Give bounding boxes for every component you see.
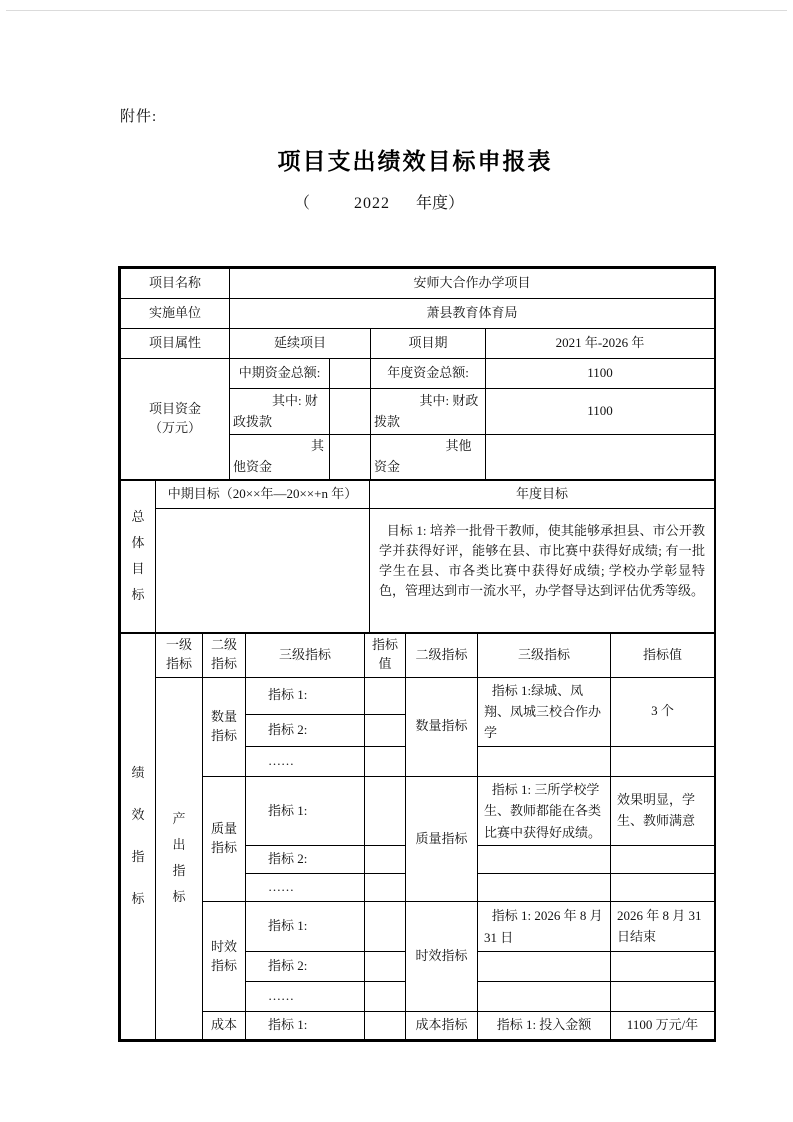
- quantity-right-value: 3 个: [611, 677, 715, 746]
- mid-goal-content: [156, 508, 370, 632]
- page-title: 项目支出绩效目标申报表: [277, 148, 553, 174]
- quality-right-value: 效果明显，学生、教师满意: [611, 776, 715, 845]
- quantity-left-value2: [365, 714, 406, 746]
- time-right-value-empty2: [611, 982, 715, 1012]
- quality-right-content: 指标 1: 三所学校学生、教师都能在各类比赛中获得好成绩。: [478, 776, 611, 845]
- annual-other-value: [486, 435, 715, 480]
- time-right-content-empty1: [478, 952, 611, 982]
- quality-left-value3: [365, 874, 406, 902]
- declaration-table: [118, 266, 716, 1042]
- time-left-row2: 指标 2:: [246, 952, 365, 982]
- header-level3-right: 三级指标: [478, 633, 611, 677]
- mid-total-label: 中期资金总额:: [230, 359, 330, 389]
- annual-goal-header: 年度目标: [370, 480, 715, 508]
- quantity-left-value3: [365, 746, 406, 776]
- quantity-right-content-empty: [478, 746, 611, 776]
- time-left-value3: [365, 982, 406, 1012]
- time-left-row3: ……: [246, 982, 365, 1012]
- year-line: [118, 190, 712, 213]
- quality-right-content-empty2: [478, 874, 611, 902]
- cost-right-content: 指标 1: 投入金额: [478, 1012, 611, 1040]
- cost-left-value1: [365, 1012, 406, 1040]
- attribute-value: 延续项目: [230, 329, 371, 359]
- time-left-value1: [365, 902, 406, 952]
- quality-right-value-empty1: [611, 846, 715, 874]
- annual-total-value: 1100: [486, 359, 715, 389]
- mid-other-label: 其他资金: [230, 435, 330, 480]
- quality-left-label: 质量指标: [203, 776, 246, 901]
- annual-other-label: 其他资金: [371, 435, 486, 480]
- cost-right-value: 1100 万元/年: [611, 1012, 715, 1040]
- quality-right-value-empty2: [611, 874, 715, 902]
- attribute-label: 项目属性: [121, 329, 230, 359]
- quantity-right-value-empty: [611, 746, 715, 776]
- project-name-value: 安师大合作办学项目: [230, 269, 715, 299]
- unit-value: 萧县教育体育局: [230, 299, 715, 329]
- time-right-value-empty1: [611, 952, 715, 982]
- header-value-right: 指标值: [611, 633, 715, 677]
- quantity-left-row3: ……: [246, 746, 365, 776]
- header-value-left: 指标值: [365, 633, 406, 677]
- header-level2-right: 二级指标: [406, 633, 478, 677]
- quality-right-label: 质量指标: [406, 776, 478, 901]
- cost-left-row1: 指标 1:: [246, 1012, 365, 1040]
- time-left-label: 时效指标: [203, 902, 246, 1012]
- mid-fiscal-label: 其中: 财政拨款: [230, 389, 330, 435]
- level1-output-label: 产出指标: [156, 677, 203, 1040]
- cost-right-label: 成本指标: [406, 1012, 478, 1040]
- project-name-label: 项目名称: [121, 269, 230, 299]
- quantity-right-label: 数量指标: [406, 677, 478, 776]
- performance-table: [120, 633, 715, 1041]
- year-open-paren: （: [294, 195, 311, 212]
- quantity-left-row2: 指标 2:: [246, 714, 365, 746]
- header-level1: 一级指标: [156, 633, 203, 677]
- overall-goal-table: [120, 480, 715, 633]
- project-info-table: [120, 268, 715, 480]
- time-right-value: 2026 年 8 月 31 日结束: [611, 902, 715, 952]
- quantity-right-content: 指标 1:绿城、凤翔、凤城三校合作办学: [478, 677, 611, 746]
- fund-label-line1: 项目资金: [148, 400, 201, 416]
- quantity-left-label: 数量指标: [203, 677, 246, 776]
- period-value: 2021 年-2026 年: [486, 329, 715, 359]
- mid-goal-header: 中期目标（20××年—20××+n 年）: [156, 480, 370, 508]
- attachment-label: 附件:: [120, 109, 158, 125]
- mid-total-value: [330, 359, 371, 389]
- quantity-left-value1: [365, 677, 406, 714]
- fund-label: [121, 359, 230, 480]
- overall-goal-row-label: 总体目标: [121, 480, 156, 632]
- time-left-row1: 指标 1:: [246, 902, 365, 952]
- fund-label-line2: （万元）: [148, 419, 201, 435]
- time-left-value2: [365, 952, 406, 982]
- period-label: 项目期: [371, 329, 486, 359]
- time-right-content-empty2: [478, 982, 611, 1012]
- performance-row-label: 绩效指标: [121, 633, 156, 1040]
- mid-other-value: [330, 435, 371, 480]
- quality-left-value2: [365, 846, 406, 874]
- mid-fiscal-value: [330, 389, 371, 435]
- year-value: 2022: [354, 195, 391, 212]
- header-level3-left: 三级指标: [246, 633, 365, 677]
- page-edge-line: [6, 10, 787, 11]
- header-level2-left: 二级指标: [203, 633, 246, 677]
- quality-left-value1: [365, 776, 406, 845]
- quality-left-row3: ……: [246, 874, 365, 902]
- cost-left-label: 成本: [203, 1012, 246, 1040]
- annual-fiscal-value: 1100: [486, 389, 715, 435]
- quality-left-row2: 指标 2:: [246, 846, 365, 874]
- unit-label: 实施单位: [121, 299, 230, 329]
- annual-goal-content: 目标 1: 培养一批骨干教师，使其能够承担县、市公开教学并获得好评，能够在县、市比赛中获得好成绩; 有一批学生在县、市各类比赛中获得好成绩; 学校办学彰显特色，管理达到市一流水平，办学督导达到评估优秀等级。: [370, 508, 715, 632]
- time-right-content: 指标 1: 2026 年 8 月 31 日: [478, 902, 611, 952]
- year-close-label: 年度）: [416, 195, 465, 212]
- time-right-label: 时效指标: [406, 902, 478, 1012]
- annual-total-label: 年度资金总额:: [371, 359, 486, 389]
- quality-right-content-empty1: [478, 846, 611, 874]
- quantity-left-row1: 指标 1:: [246, 677, 365, 714]
- quality-left-row1: 指标 1:: [246, 776, 365, 845]
- annual-fiscal-label: 其中: 财政拨款: [371, 389, 486, 435]
